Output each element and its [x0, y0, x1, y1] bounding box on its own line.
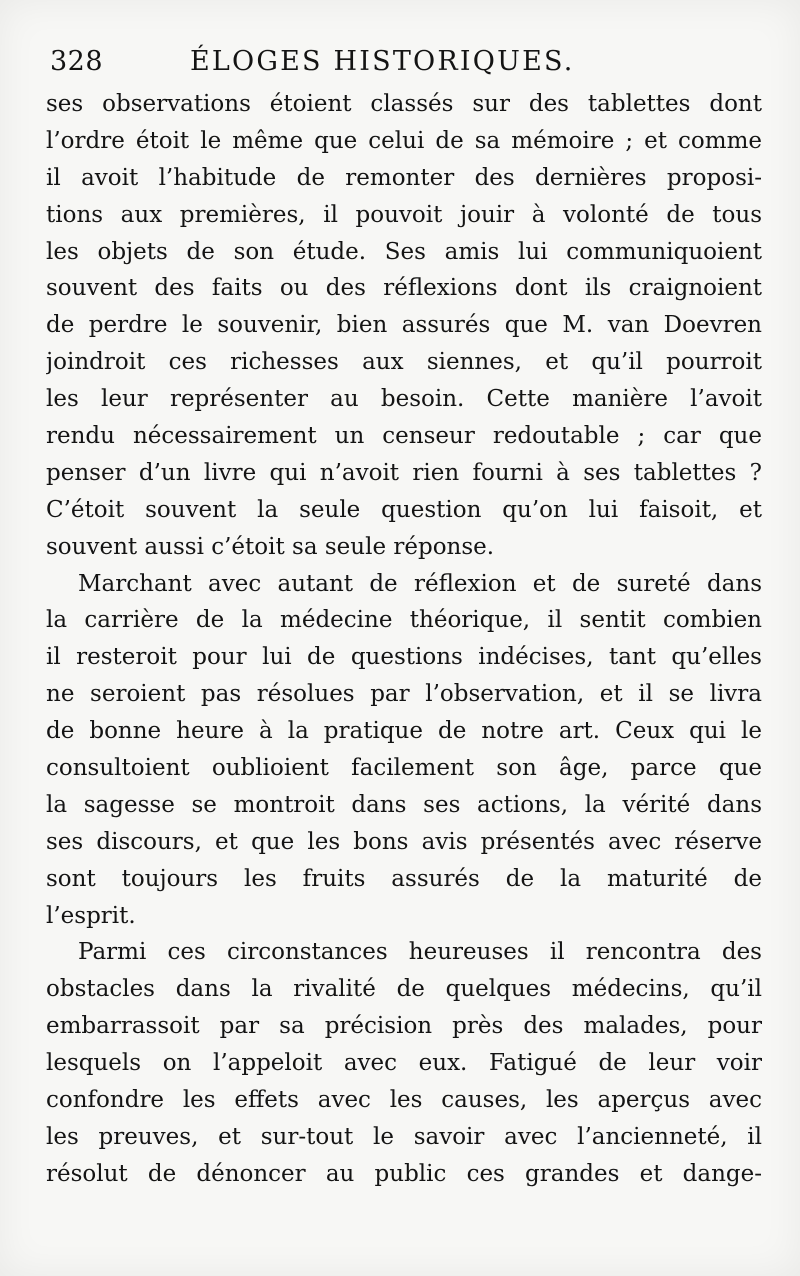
paragraph — [46, 86, 762, 566]
text-line: ne seroient pas résolues par l’observation, et il se livra — [46, 681, 762, 708]
text-line: l’esprit. — [46, 902, 136, 929]
running-title: ÉLOGES HISTORIQUES. — [190, 46, 575, 77]
text-line: les objets de son étude. Ses amis lui communiquoient — [46, 238, 762, 265]
paragraph — [46, 566, 762, 935]
text-line: C’étoit souvent la seule question qu’on lui faisoit, et — [46, 496, 762, 523]
text-line: souvent des faits ou des réflexions dont ils craignoient — [46, 275, 762, 302]
text-line: obstacles dans la rivalité de quelques médecins, qu’il — [46, 976, 762, 1003]
body-text — [46, 86, 762, 1193]
text-line: Marchant avec autant de réflexion et de sureté dans — [78, 570, 762, 597]
text-line: consultoient oublioient facilement son âge, parce que — [46, 755, 762, 782]
text-line: Parmi ces circonstances heureuses il rencontra des — [78, 939, 762, 966]
text-line: ses discours, et que les bons avis présentés avec réserve — [46, 828, 762, 855]
text-line: ses observations étoient classés sur des tablettes dont — [46, 91, 762, 117]
text-line: de bonne heure à la pratique de notre art. Ceux qui le — [46, 718, 762, 745]
paragraph — [46, 934, 762, 1192]
text-line: sont toujours les fruits assurés de la maturité de — [46, 865, 762, 892]
text-line: penser d’un livre qui n’avoit rien fourni à ses tablettes ? — [46, 459, 762, 486]
text-line: de perdre le souvenir, bien assurés que M. van Doevren — [46, 312, 762, 339]
text-line: il avoit l’habitude de remonter des dernières proposi- — [46, 164, 762, 191]
text-line: rendu nécessairement un censeur redoutable ; car que — [46, 423, 762, 450]
text-line: il resteroit pour lui de questions indécises, tant qu’elles — [46, 644, 762, 671]
page-header — [50, 44, 760, 84]
text-line: la sagesse se montroit dans ses actions, la vérité dans — [46, 791, 762, 818]
text-line: lesquels on l’appeloit avec eux. Fatigué de leur voir — [46, 1050, 762, 1077]
text-line: les leur représenter au besoin. Cette manière l’avoit — [46, 386, 762, 413]
text-line: confondre les effets avec les causes, les aperçus avec — [46, 1087, 762, 1114]
text-line: l’ordre étoit le même que celui de sa mémoire ; et comme — [46, 127, 762, 154]
text-line: résolut de dénoncer au public ces grandes et dange- — [46, 1160, 762, 1187]
text-line: tions aux premières, il pouvoit jouir à volonté de tous — [46, 201, 762, 228]
page-number: 328 — [50, 46, 104, 77]
text-line: souvent aussi c’étoit sa seule réponse. — [46, 533, 495, 560]
text-line: les preuves, et sur-tout le savoir avec l’ancienneté, il — [46, 1123, 762, 1150]
text-line: embarrassoit par sa précision près des malades, pour — [46, 1013, 762, 1040]
text-line: joindroit ces richesses aux siennes, et qu’il pourroit — [46, 349, 762, 376]
text-line: la carrière de la médecine théorique, il sentit combien — [46, 607, 762, 634]
